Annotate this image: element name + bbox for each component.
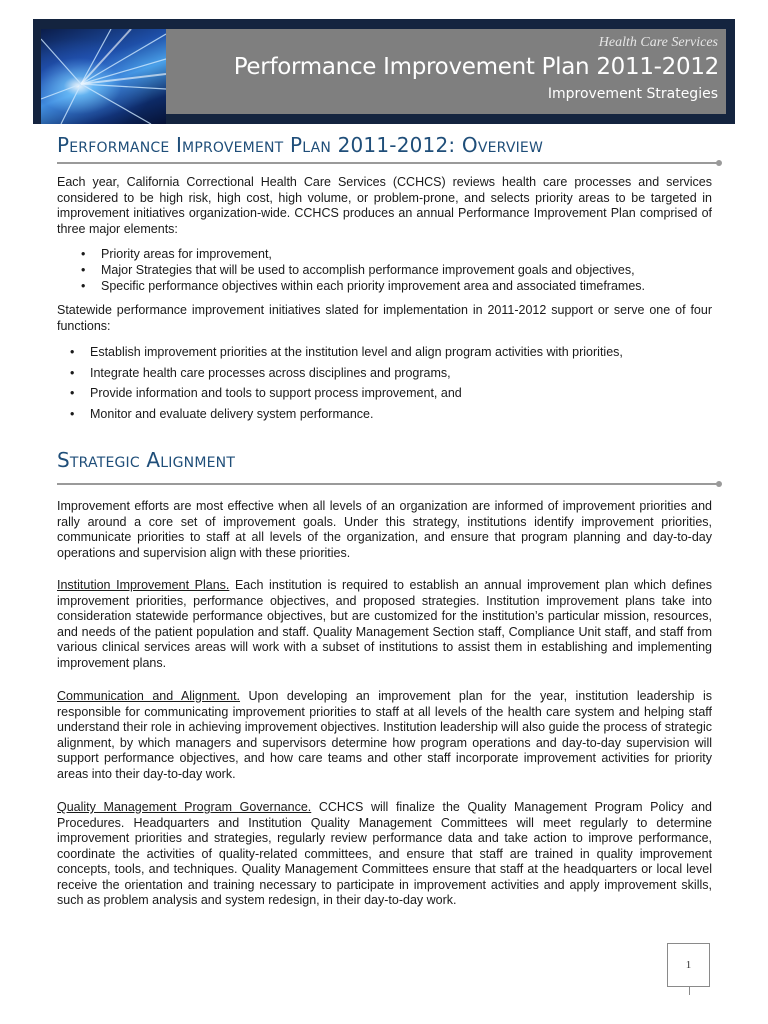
section-divider (57, 162, 719, 164)
alignment-heading: Strategic Alignment (57, 448, 236, 472)
governance-text: CCHCS will finalize the Quality Management Program Policy and Procedures. Headquarters and Institution Quality Management Committees will meet regularly to determine improvement priorities and strategies, regularly review performance data and take action to improve performance, coordinate the activities of quality-related committees, and ensure that staff are trained in quality improvement concepts, tools, and techniques. Quality Management Committees ensure that staff at the headquarters or local level receive the orientation and training necessary to participate in improvement activities and apply improvement skills, such as problem analysis and system redesign, in their day-to-day work. (57, 800, 712, 907)
institution-plans-paragraph (57, 578, 712, 671)
section-divider (57, 483, 719, 485)
alignment-intro: Improvement efforts are most effective when all levels of an organization are informed of improvement priorities and rally around a core set of improvement goals. Under this strategy, institutions identify improvement priorities, communicate priorities to staff at all levels of the organization, and ensure that program planning and day-to-day operations and supervision align with these priorities. (57, 499, 712, 560)
page-number: 1 (667, 943, 710, 987)
light-streaks-graphic (41, 29, 166, 124)
elements-list (101, 246, 645, 294)
list-item: • Integrate health care processes across disciplines and programs, (90, 363, 623, 384)
header-title-panel (166, 29, 726, 114)
overview-intro: Each year, California Correctional Health Care Services (CCHCS) reviews health care processes and services considered to be high risk, high cost, high volume, or problem-prone, and selects priority areas to be targeted in improvement initiatives organization-wide. CCHCS produces an annual Performance Improvement Plan comprised of three major elements: (57, 175, 712, 236)
communication-text: Upon developing an improvement plan for the year, institution leadership is responsible for communicating improvement priorities to staff at all levels of the health care system and helping staff understand their role in achieving improvement objectives. Institution leadership will also guide the process of strategic alignment, by which managers and supervisors determine how program operations and day-to-day supervision will support performance objectives, and how care teams and other staff incorporate improvement activities for priority areas into their day-to-day work. (57, 689, 712, 781)
functions-list (90, 342, 623, 424)
list-item: • Specific performance objectives within each priority improvement area and associated timeframes. (101, 278, 645, 294)
list-item: • Provide information and tools to support process improvement, and (90, 383, 623, 404)
institution-plans-text: Each institution is required to establish an annual improvement plan which defines improvement priorities, performance objectives, and proposed strategies. Institution improvement plans take into consideration statewide performance objectives, but are customized for the institution’s particular mission, resources, and needs of the patient population and staff. Quality Management Section staff, Compliance Unit staff, and staff from various clinical services areas will work with a subset of institutions to assist them in establishing and implementing improvement plans. (57, 578, 712, 670)
communication-paragraph (57, 689, 712, 782)
header-subtitle: Health Care Services (598, 35, 718, 50)
list-item: • Priority areas for improvement, (101, 246, 645, 262)
governance-paragraph (57, 800, 712, 909)
header-banner (33, 19, 735, 124)
communication-label: Communication and Alignment. (57, 689, 241, 703)
list-item: • Establish improvement priorities at the institution level and align program activities with priorities, (90, 342, 623, 363)
header-title: Performance Improvement Plan 2011-2012 (233, 54, 719, 80)
governance-label: Quality Management Program Governance. (57, 800, 312, 814)
overview-heading: Performance Improvement Plan 2011-2012: Overview (57, 133, 544, 157)
institution-plans-label: Institution Improvement Plans. (57, 578, 230, 592)
functions-intro: Statewide performance improvement initiatives slated for implementation in 2011-2012 support or serve one of four functions: (57, 303, 712, 333)
page-number-tick (689, 987, 690, 995)
light-streaks-image (41, 29, 166, 124)
list-item: • Monitor and evaluate delivery system performance. (90, 404, 623, 425)
list-item: • Major Strategies that will be used to accomplish performance improvement goals and objectives, (101, 262, 645, 278)
header-section-label: Improvement Strategies (547, 86, 718, 102)
